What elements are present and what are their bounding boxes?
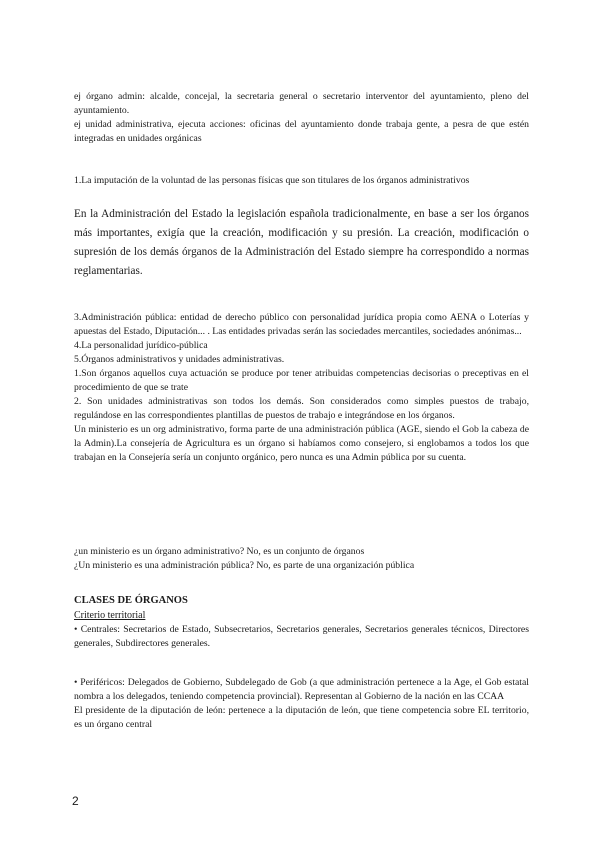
presidente-paragraph: El presidente de la diputación de león: pertenece a la diputación de león, que tiene competencia sobre EL territorio, es un órgano central (74, 705, 529, 730)
ministerio-paragraph: Un ministerio es un org administrativo, forma parte de una administración pública (AGE, siendo el Gob la cabeza de la Admin).La consejería de Agricultura es un órgano si habíamos como consejero, si englobamos a todos los que trabajan en la Consejería sería un conjunto orgánico, pero nunca es una Admin pública por su cuenta. (74, 424, 529, 463)
administracion-publica-paragraph: 3.Administración pública: entidad de derecho público con personalidad jurídica propia como AENA o Loterías y apuestas del Estado, Diputación... . Las entidades privadas serán las sociedades mercantiles, sociedades anónimas... (74, 312, 529, 337)
questions-block (74, 545, 529, 573)
centrales-item: • Centrales: Secretarios de Estado, Subsecretarios, Secretarios generales, Secretarios generales técnicos, Directores generales, Subdirectores generales. (74, 624, 529, 649)
imputacion-block (74, 174, 529, 188)
estado-block (74, 205, 529, 281)
criterio-territorial-subheading: Criterio territorial (74, 610, 146, 621)
unidades-definition: 2. Son unidades administrativas son todos los demás. Son considerados como simples puestos de trabajo, regulándose en las correspondientes plantillas de puestos de trabajo e integrándose en los órganos. (74, 396, 529, 421)
clases-heading: CLASES DE ÓRGANOS (74, 595, 188, 606)
definitions-block (74, 311, 529, 465)
question-2: ¿Un ministerio es una administración pública? No, es parte de una organización pública (74, 560, 415, 571)
imputacion-line: 1.La imputación de la voluntad de las personas físicas que son titulares de los órganos administrativos (74, 175, 470, 186)
unidad-admin-example: ej unidad administrativa, ejecuta acciones: oficinas del ayuntamiento donde trabaja gente, a pesra de que estén integradas en unidades orgánicas (74, 119, 529, 144)
question-1: ¿un ministerio es un órgano administrativo? No, es un conjunto de órganos (74, 546, 365, 557)
examples-block (74, 90, 529, 146)
page-number: 2 (72, 794, 79, 808)
organos-definition: 1.Son órganos aquellos cuya actuación se produce por tener atribuidas competencias decisorias o preceptivas en el procedimiento de que se trate (74, 368, 529, 393)
personalidad-line: 4.La personalidad jurídico-pública (74, 340, 208, 351)
perifericos-item: • Periféricos: Delegados de Gobierno, Subdelegado de Gob (a que administración pertenece a la Age, el Gob estatal nombra a los delegados, teniendo competencia provincial). Representan al Gobierno de la nación en las CCAA (74, 677, 529, 702)
clases-block (74, 593, 529, 651)
estado-paragraph: En la Administración del Estado la legislación española tradicionalmente, en base a ser los órganos más importantes, exigía que la creación, modificación y su presión. La creación, modificación o supresión de los demás órganos de la Administración del Estado siempre ha correspondido a normas reglamentarias. (74, 208, 529, 277)
perifericos-block (74, 676, 529, 732)
organo-admin-example: ej órgano admin: alcalde, concejal, la secretaria general o secretario interventor del ayuntamiento, pleno del ayuntamiento. (74, 91, 529, 116)
organos-unidades-line: 5.Órganos administrativos y unidades administrativas. (74, 354, 285, 365)
